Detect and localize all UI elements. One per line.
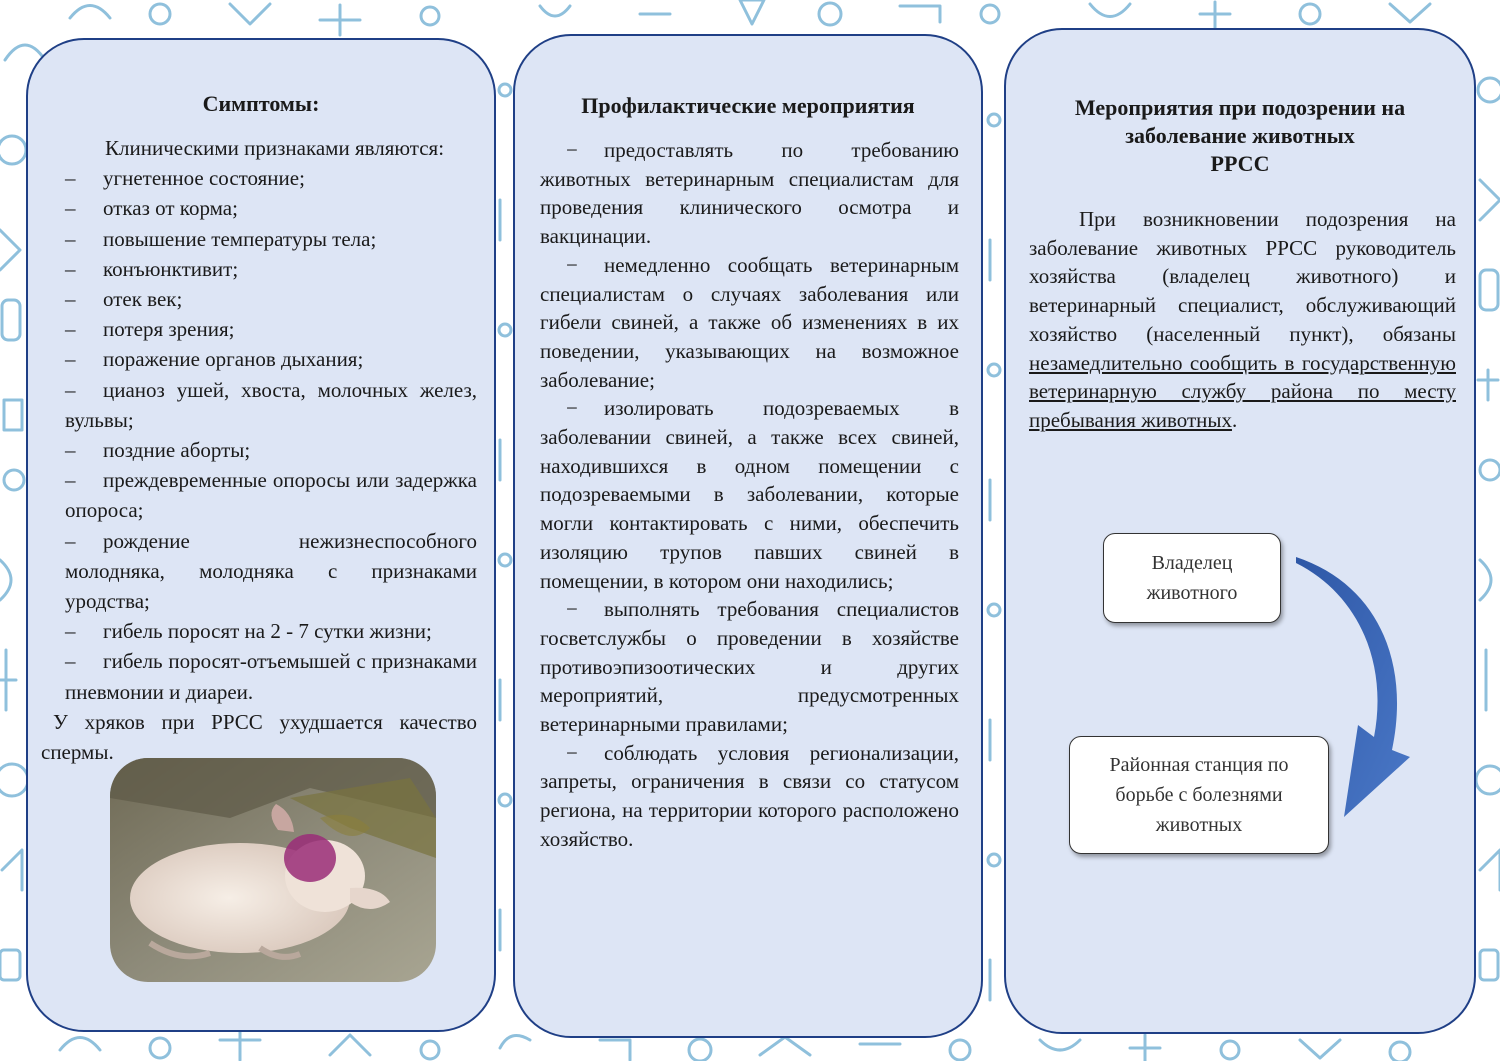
list-item: – рождение нежизнеспособного молодняка, молодняка с признаками уродства; [65, 528, 477, 614]
list-item: – повышение температуры тела; [65, 226, 377, 251]
list-item: − немедленно сообщать ветеринарным специалистам о случаях заболевания или гибели свиней, а также об изменениях в их поведении, указывающих на возможное заболевание; [540, 252, 959, 392]
list-item: – угнетенное состояние; [65, 166, 305, 191]
symptoms-intro: Клиническими признаками являются: [105, 136, 445, 160]
list-item: − соблюдать условия регионализации, запреты, ограничения в связи со статусом региона, на территории которого расположено хозяйство. [540, 740, 959, 851]
list-item: – отказ от корма; [65, 196, 238, 221]
list-item: − предоставлять по требованию животных ветеринарным специалистам для проведения клинического осмотра и вакцинации. [540, 138, 959, 249]
list-item: – отек век; [65, 287, 183, 312]
prevention-text [540, 136, 959, 854]
suspicion-panel [1004, 28, 1476, 1034]
station-box: Районная станция по борьбе с болезнями животных [1069, 736, 1329, 854]
suspicion-title: Мероприятия при подозрении на заболевание животных РРСС [1074, 95, 1406, 176]
owner-box: Владелец животного [1103, 533, 1281, 623]
list-item: − изолировать подозреваемых в заболевании свиней, а также всех свиней, находившихся в одном помещении с подозреваемыми в заболевании, которые могли контактировать с ними, обеспечить изоляцию трупов павших свиней в помещении, в котором они находились; [540, 396, 959, 593]
list-item: – цианоз ушей, хвоста, молочных желез, вульвы; [65, 377, 477, 432]
list-item: – преждевременные опоросы или задержка опороса; [65, 468, 477, 523]
list-item: − выполнять требования специалистов госветслужбы о проведении в хозяйстве противоэпизоотических и других мероприятий, предусмотренных ветеринарными правилами; [540, 597, 959, 737]
piglet-photo [110, 758, 436, 982]
list-item: – гибель поросят на 2 - 7 сутки жизни; [65, 619, 432, 644]
symptoms-outro: У хряков при РРСС ухудшается качество спермы. [41, 709, 477, 765]
symptoms-text [41, 133, 477, 767]
curved-arrow-icon [1260, 545, 1430, 835]
symptoms-title: Симптомы: [202, 91, 320, 116]
list-item: – поражение органов дыхания; [65, 347, 364, 372]
prevention-title: Профилактические мероприятия [581, 93, 915, 118]
symptoms-panel [26, 38, 496, 1032]
prevention-panel [513, 34, 983, 1038]
list-item: – потеря зрения; [65, 317, 235, 342]
list-item: – конъюнктивит; [65, 256, 239, 281]
list-item: – поздние аборты; [65, 438, 251, 463]
underlined-instruction: незамедлительно сообщить в государственную ветеринарную службу района по месту пребывания животных [1029, 350, 1456, 432]
suspicion-paragraph: При возникновении подозрения на заболевание животных РРСС руководитель хозяйства (владелец животного) и ветеринарный специалист, обслуживающий хозяйство (населенный пункт), обязаны незамедлительно сообщить в государственную ветеринарную службу района по месту пребывания животных. [1029, 207, 1456, 432]
list-item: – гибель поросят-отъемышей с признаками пневмонии и диареи. [65, 649, 477, 704]
